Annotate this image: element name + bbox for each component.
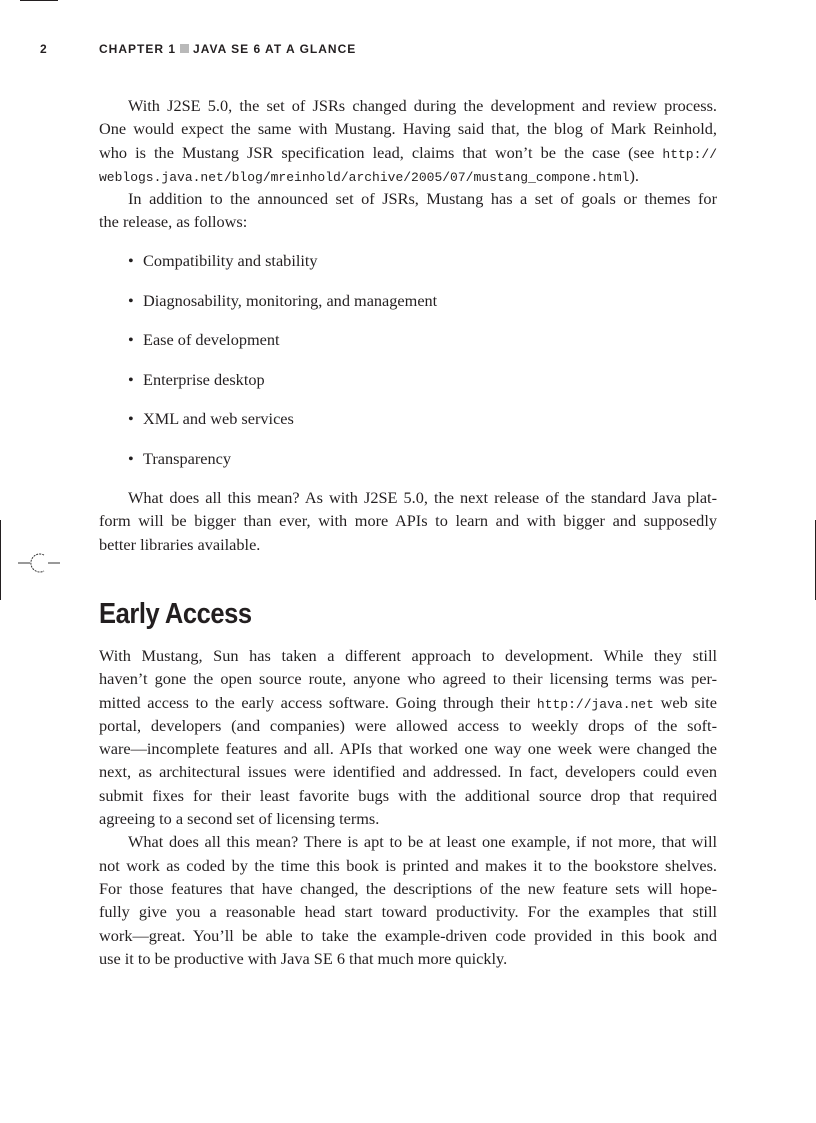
text-line xyxy=(99,737,717,760)
paragraph-intro xyxy=(99,94,717,234)
crop-mark-top xyxy=(20,0,58,1)
text-run: fully give you a reasonable head start toward productivity. For the examples that still xyxy=(99,902,717,922)
text-line xyxy=(99,830,717,853)
text-run: With Mustang, Sun has taken a different approach to development. While they still xyxy=(99,646,717,665)
text-run: form will be bigger than ever, with more APIs to learn and with bigger and supposedly xyxy=(99,511,717,531)
list-item xyxy=(128,249,437,289)
url-link[interactable]: weblogs.java.net/blog/mreinhold/archive/2005/07/mustang_compone.html xyxy=(99,169,630,185)
bullet-icon: • xyxy=(128,409,134,429)
text-line xyxy=(99,807,717,830)
page-number: 2 xyxy=(40,42,48,56)
list-item xyxy=(128,368,437,408)
text-line xyxy=(99,141,717,164)
text-line xyxy=(99,667,717,690)
text-line xyxy=(99,210,717,233)
chapter-running-title xyxy=(99,42,356,56)
list-item-text: Compatibility and stability xyxy=(143,251,318,270)
text-line xyxy=(99,877,717,900)
crop-mark-left xyxy=(0,520,1,600)
text-line xyxy=(99,714,717,737)
list-item xyxy=(128,289,437,329)
text-line xyxy=(99,691,717,714)
text-run: not work as coded by the time this book is printed and makes it to the bookstore shelves. xyxy=(99,855,717,875)
text-line xyxy=(99,854,717,877)
paragraph-meaning xyxy=(99,486,717,556)
text-line xyxy=(99,94,717,117)
text-line xyxy=(99,760,717,783)
list-item-text: Transparency xyxy=(143,448,232,468)
text-run: With J2SE 5.0, the set of JSRs changed during the development and review process. xyxy=(128,96,717,115)
bullet-icon: • xyxy=(128,251,134,270)
text-run: haven’t gone the open source route, anyone who agreed to their licensing terms was per- xyxy=(99,669,717,689)
text-run: ware—incomplete features and all. APIs that worked one way one week were changed the xyxy=(99,739,717,759)
separator-square-icon xyxy=(180,44,189,53)
list-item-text: Ease of development xyxy=(143,330,280,350)
bullet-list xyxy=(128,249,437,487)
registration-mark-icon xyxy=(18,548,60,578)
chapter-label: CHAPTER 1 xyxy=(99,42,177,56)
list-item xyxy=(128,447,437,487)
text-line xyxy=(99,924,717,947)
paragraph-early-access xyxy=(99,644,717,970)
text-line xyxy=(99,486,717,509)
text-line xyxy=(99,900,717,923)
text-line xyxy=(99,533,717,556)
text-run: use it to be productive with Java SE 6 that much more quickly. xyxy=(99,948,508,968)
text-run: the release, as follows: xyxy=(99,212,248,232)
text-run: What does all this mean? There is apt to be at least one example, if not more, that will xyxy=(128,832,717,852)
text-run: mitted access to the early access software. Going through their xyxy=(99,692,537,712)
bullet-icon: • xyxy=(128,369,134,389)
text-line xyxy=(99,117,717,140)
chapter-title: JAVA SE 6 AT A GLANCE xyxy=(193,42,357,56)
text-line xyxy=(99,644,717,667)
url-link[interactable]: http://java.net xyxy=(536,696,654,712)
text-run: agreeing to a second set of licensing terms. xyxy=(99,809,380,829)
text-line xyxy=(99,784,717,807)
text-run: ). xyxy=(629,165,639,185)
text-run: For those features that have changed, the descriptions of the new feature sets will hope- xyxy=(99,878,717,898)
section-heading: Early Access xyxy=(99,598,252,630)
text-run: who is the Mustang JSR specification lead, claims that won’t be the case (see xyxy=(99,142,663,162)
list-item xyxy=(128,328,437,368)
text-run: next, as architectural issues were identified and addressed. In fact, developers could even xyxy=(99,762,717,782)
text-run: What does all this mean? As with J2SE 5.0, the next release of the standard Java plat- xyxy=(128,488,717,507)
text-run: portal, developers (and companies) were allowed access to weekly drops of the soft- xyxy=(99,715,717,735)
text-run: In addition to the announced set of JSRs, Mustang has a set of goals or themes for xyxy=(128,189,717,209)
text-run: web site xyxy=(653,692,717,712)
running-header xyxy=(0,42,816,60)
bullet-icon: • xyxy=(128,290,134,310)
text-line xyxy=(99,187,717,210)
text-line xyxy=(99,509,717,532)
list-item xyxy=(128,407,437,447)
text-line xyxy=(99,947,717,970)
text-run: One would expect the same with Mustang. Having said that, the blog of Mark Reinhold, xyxy=(99,119,717,139)
text-line xyxy=(99,164,717,187)
url-link[interactable]: http:// xyxy=(662,146,717,162)
bullet-icon: • xyxy=(128,448,134,468)
text-run: better libraries available. xyxy=(99,534,261,554)
text-run: work—great. You’ll be able to take the example-driven code provided in this book and xyxy=(99,925,717,945)
list-item-text: Diagnosability, monitoring, and management xyxy=(143,290,438,310)
list-item-text: XML and web services xyxy=(143,409,294,429)
bullet-icon: • xyxy=(128,330,134,350)
list-item-text: Enterprise desktop xyxy=(143,369,265,389)
text-run: submit fixes for their least favorite bugs with the additional source drop that required xyxy=(99,785,717,805)
